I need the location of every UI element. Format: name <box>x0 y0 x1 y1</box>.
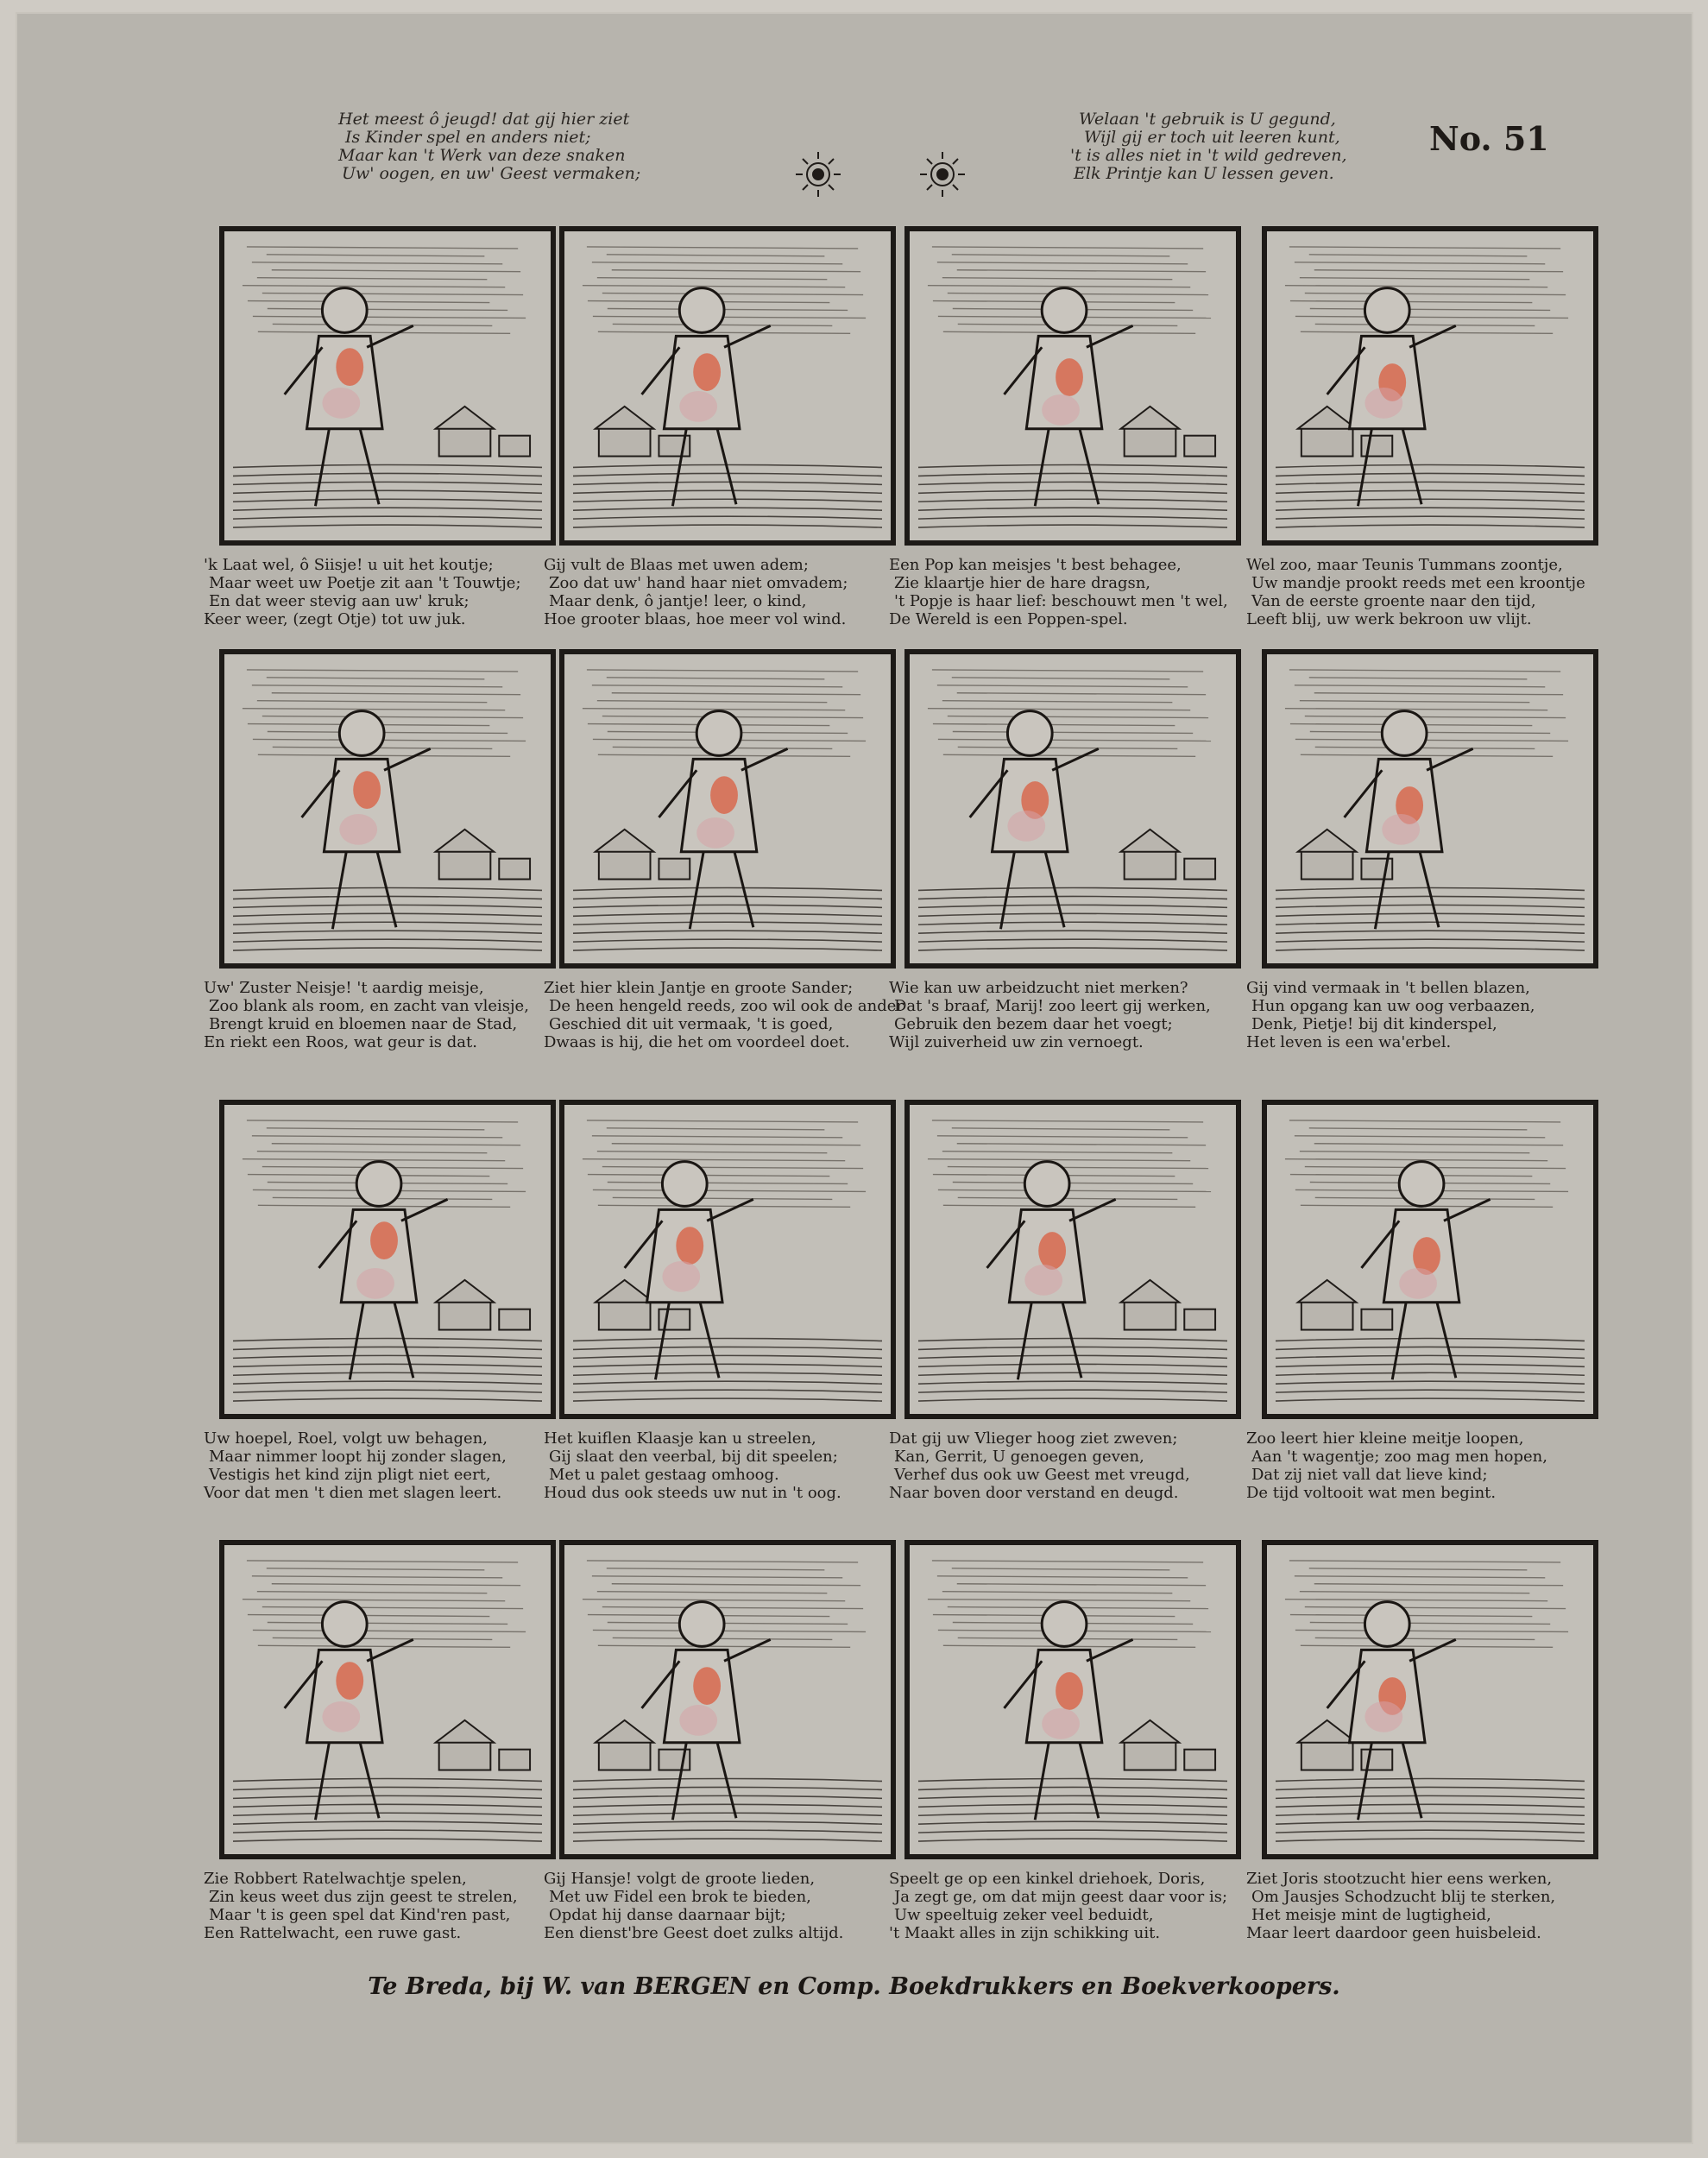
boy-kite-icon <box>224 231 551 540</box>
girl-walker-icon <box>1267 1105 1593 1414</box>
caption-line: Het meisje mint de lugtigheid, <box>1251 1906 1491 1924</box>
print-panel <box>544 226 939 675</box>
caption-line: Zoo blank als room, en zacht van vleisje, <box>209 997 529 1015</box>
caption-line: Ziet Joris stootzucht hier eens werken, <box>1246 1870 1553 1888</box>
caption-line: Zoo leert hier kleine meitje loopen, <box>1246 1429 1524 1448</box>
boy-rake-icon <box>1267 231 1593 540</box>
caption-line: Uw mandje prookt reeds met een kroontje <box>1251 574 1585 592</box>
caption-line: Zoo dat uw' hand haar niet omvadem; <box>549 574 848 592</box>
caption-line: Dwaas is hij, die het om voordeel doet. <box>544 1033 850 1051</box>
panel-caption <box>1246 1429 1652 1502</box>
boy-rattle-icon <box>224 1545 551 1854</box>
print-panel <box>889 226 1284 675</box>
caption-line: Leeft blij, uw werk bekroon uw vlijt. <box>1246 610 1532 628</box>
caption-line: 't Popje is haar lief: beschouwt men 't wel, <box>894 592 1228 610</box>
woodcut-frame <box>559 1540 896 1859</box>
boy-hoop-icon <box>224 1105 551 1414</box>
caption-line: En riekt een Roos, wat geur is dat. <box>204 1033 477 1051</box>
woodcut-frame <box>219 226 556 546</box>
caption-line: Hun opgang kan uw oog verbaazen, <box>1251 997 1535 1015</box>
woodcut-frame <box>219 1540 556 1859</box>
woodcut-frame <box>904 1540 1241 1859</box>
caption-line: Verhef dus ook uw Geest met vreugd, <box>894 1466 1190 1484</box>
sun-ornament-icon <box>917 148 968 200</box>
caption-line: Denk, Pietje! bij dit kinderspel, <box>1251 1015 1497 1033</box>
caption-line: Uw' Zuster Neisje! 't aardig meisje, <box>204 979 484 997</box>
boy-triangle-icon <box>910 1545 1236 1854</box>
caption-line: Met uw Fidel een brok te bieden, <box>549 1888 811 1906</box>
header-verse-left: Het meest ô jeugd! dat gij hier ziet Is Kinder spel en anders niet; Maar kan 't Werk van deze snaken Uw' oogen, en uw' Geest vermaken; <box>338 110 641 183</box>
panel-caption <box>1246 1870 1652 1942</box>
caption-line: Zin keus weet dus zijn geest te strelen, <box>209 1888 518 1906</box>
print-panel <box>1246 1540 1642 1989</box>
man-dog-icon <box>564 1545 891 1854</box>
girl-flowers-icon <box>224 654 551 963</box>
caption-line: Gij slaat den veerbal, bij dit speelen; <box>549 1448 838 1466</box>
woodcut-frame <box>1262 226 1598 546</box>
caption-line: Maar nimmer loopt hij zonder slagen, <box>209 1448 507 1466</box>
panel-caption <box>889 1429 1295 1502</box>
woodcut-frame <box>1262 1100 1598 1419</box>
caption-line: Van de eerste groente naar den tijd, <box>1251 592 1536 610</box>
sun-ornament-icon <box>792 148 844 200</box>
caption-line: Wie kan uw arbeidzucht niet merken? <box>889 979 1188 997</box>
caption-line: Houd dus ook steeds uw nut in 't oog. <box>544 1484 841 1502</box>
caption-line: De heen hengeld reeds, zoo wil ook de ander <box>549 997 904 1015</box>
caption-line: Brengt kruid en bloemen naar de Stad, <box>209 1015 518 1033</box>
woodcut-frame <box>904 649 1241 969</box>
caption-line: Dat gij uw Vlieger hoog ziet zweven; <box>889 1429 1178 1448</box>
boy-kite2-icon <box>910 1105 1236 1414</box>
caption-line: Uw speeltuig zeker veel beduidt, <box>894 1906 1154 1924</box>
caption-line: Dat zij niet vall dat lieve kind; <box>1251 1466 1488 1484</box>
caption-line: Hoe grooter blaas, hoe meer vol wind. <box>544 610 847 628</box>
print-panel <box>1246 226 1642 675</box>
caption-line: Ja zegt ge, om dat mijn geest daar voor is; <box>894 1888 1228 1906</box>
caption-line: Een dienst'bre Geest doet zulks altijd. <box>544 1924 844 1942</box>
header-verse-right: Welaan 't gebruik is U gegund, Wijl gij er toch uit leeren kunt, 't is alles niet in 't wild gedreven, Elk Printje kan U lessen geven. <box>1070 110 1347 183</box>
man-bladder-icon <box>564 231 891 540</box>
panel-caption <box>1246 556 1652 628</box>
printer-imprint: Te Breda, bij W. van BERGEN en Comp. Boekdrukkers en Boekverkoopers. <box>368 1973 1340 2000</box>
print-panel <box>204 1540 599 1989</box>
woodcut-frame <box>559 1100 896 1419</box>
print-panel <box>204 1100 599 1549</box>
woodcut-frame <box>904 1100 1241 1419</box>
caption-line: De tijd voltooit wat men begint. <box>1246 1484 1497 1502</box>
caption-line: Het kuiflen Klaasje kan u streelen, <box>544 1429 816 1448</box>
print-panel <box>204 226 599 675</box>
caption-line: Maar denk, ô jantje! leer, o kind, <box>549 592 807 610</box>
woodcut-frame <box>1262 649 1598 969</box>
caption-line: Speelt ge op een kinkel driehoek, Doris, <box>889 1870 1206 1888</box>
caption-line: Gij vind vermaak in 't bellen blazen, <box>1246 979 1530 997</box>
caption-line: Een Rattelwacht, een ruwe gast. <box>204 1924 462 1942</box>
caption-line: Een Pop kan meisjes 't best behagee, <box>889 556 1182 574</box>
woodcut-frame <box>219 649 556 969</box>
woodcut-frame <box>559 226 896 546</box>
caption-line: De Wereld is een Poppen-spel. <box>889 610 1128 628</box>
caption-line: Maar leert daardoor geen huisbeleid. <box>1246 1924 1541 1942</box>
print-panel <box>544 1100 939 1549</box>
sheet-number: No. 51 <box>1429 119 1549 158</box>
boy-bubbles-icon <box>1267 654 1593 963</box>
caption-line: Maar 't is geen spel dat Kind'ren past, <box>209 1906 511 1924</box>
panel-caption <box>889 979 1295 1051</box>
caption-line: Met u palet gestaag omhoog. <box>549 1466 779 1484</box>
woodcut-frame <box>559 649 896 969</box>
caption-line: Om Jausjes Schodzucht blij te sterken, <box>1251 1888 1556 1906</box>
girl-broom-icon <box>910 654 1236 963</box>
print-panel <box>889 1100 1284 1549</box>
caption-line: Gij Hansje! volgt de groote lieden, <box>544 1870 816 1888</box>
boy-fishing-icon <box>564 654 891 963</box>
caption-line: Ziet hier klein Jantje en groote Sander; <box>544 979 854 997</box>
caption-line: Voor dat men 't dien met slagen leert. <box>204 1484 502 1502</box>
print-panel <box>1246 1100 1642 1549</box>
woodcut-frame <box>219 1100 556 1419</box>
caption-line: 't Maakt alles in zijn schikking uit. <box>889 1924 1161 1942</box>
caption-line: Geschied dit uit vermaak, 't is goed, <box>549 1015 834 1033</box>
print-panel <box>544 1540 939 1989</box>
print-panel <box>544 649 939 1098</box>
caption-line: En dat weer stevig aan uw' kruk; <box>209 592 470 610</box>
caption-line: Gebruik den bezem daar het voegt; <box>894 1015 1173 1033</box>
caption-line: Uw hoepel, Roel, volgt uw behagen, <box>204 1429 488 1448</box>
caption-line: Naar boven door verstand en deugd. <box>889 1484 1179 1502</box>
boy-racket-icon <box>564 1105 891 1414</box>
caption-line: Zie klaartje hier de hare dragsn, <box>894 574 1151 592</box>
caption-line: Dat 's braaf, Marij! zoo leert gij werken, <box>894 997 1211 1015</box>
caption-line: Keer weer, (zegt Otje) tot uw juk. <box>204 610 466 628</box>
panel-caption <box>889 1870 1295 1942</box>
caption-line: Kan, Gerrit, U genoegen geven, <box>894 1448 1144 1466</box>
caption-line: Wijl zuiverheid uw zin vernoegt. <box>889 1033 1144 1051</box>
caption-line: Opdat hij danse daarnaar bijt; <box>549 1906 786 1924</box>
woodcut-frame <box>1262 1540 1598 1859</box>
caption-line: Het leven is een wa'erbel. <box>1246 1033 1452 1051</box>
print-panel <box>1246 649 1642 1098</box>
caption-line: Wel zoo, maar Teunis Tummans zoontje, <box>1246 556 1563 574</box>
caption-line: Aan 't wagentje; zoo mag men hopen, <box>1251 1448 1547 1466</box>
woodcut-frame <box>904 226 1241 546</box>
girl-doll-icon <box>910 231 1236 540</box>
caption-line: Maar weet uw Poetje zit aan 't Touwtje; <box>209 574 521 592</box>
caption-line: Gij vult de Blaas met uwen adem; <box>544 556 809 574</box>
caption-line: Vestigis het kind zijn pligt niet eert, <box>209 1466 491 1484</box>
girl-swing-icon <box>1267 1545 1593 1854</box>
panel-caption <box>1246 979 1652 1051</box>
caption-line: Zie Robbert Ratelwachtje spelen, <box>204 1870 467 1888</box>
print-panel <box>204 649 599 1098</box>
print-panel <box>889 1540 1284 1989</box>
print-panel <box>889 649 1284 1098</box>
panel-caption <box>889 556 1295 628</box>
caption-line: 'k Laat wel, ô Siisje! u uit het koutje; <box>204 556 494 574</box>
